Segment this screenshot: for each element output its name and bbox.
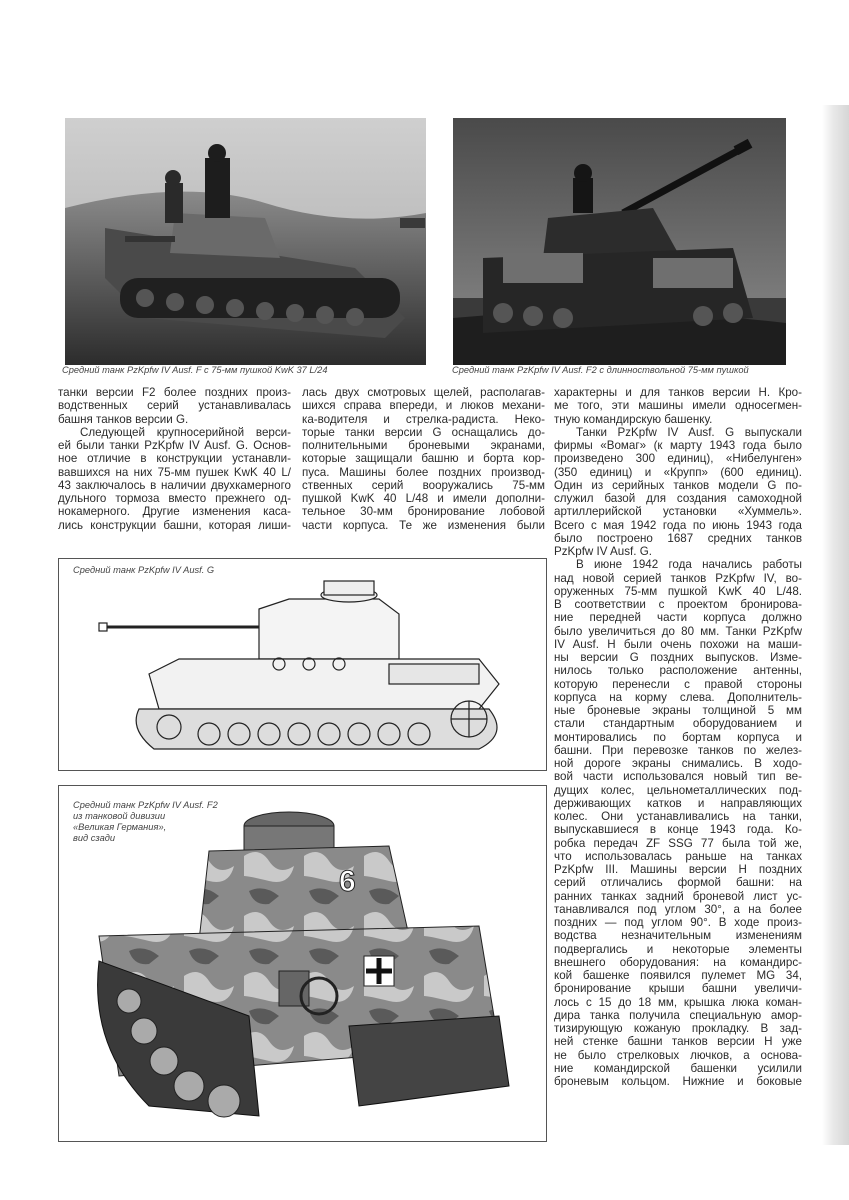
text-line: пуса. Машины более поздних производ- (302, 465, 545, 479)
text-line: ней стенке башни танков версии H уже (554, 1035, 802, 1049)
text-line: кой башенке появился пулемет MG 34, (554, 969, 802, 982)
caption-line: Средний танк PzKpfw IV Ausf. F2 (73, 800, 218, 810)
text-line: над новой серией танков PzKpfw IV, во- (554, 571, 802, 585)
text-line: дира танка получила специальную амор- (554, 1008, 802, 1022)
text-line: ние передней части корпуса должно (554, 611, 802, 625)
text-line: было увеличиться до 80 мм. Танки PzKpfw (554, 624, 802, 638)
text-line: водственных серий устанавливалась (58, 399, 291, 413)
paragraph (554, 558, 802, 1088)
text-line: ей были танки PzKpfw IV Ausf. G. Основ- (58, 439, 291, 452)
photo-pzkpfw-iv-ausf-f (65, 118, 426, 365)
text-line: дущих колес, цельнометаллических под- (554, 783, 802, 797)
text-line: не было стрелковых лючков, а основа- (554, 1048, 802, 1062)
text-line: ны версии G поздних выпусков. Изме- (554, 651, 802, 664)
tank-rear-view-drawing (59, 786, 546, 1141)
text-line: подвергались и некоторые элементы (554, 942, 802, 956)
text-line: что использовалась раньше на танках (554, 849, 802, 863)
text-line: ме того, эти машины имели односегмен- (554, 399, 802, 413)
text-line: IV Ausf. H были очень похожи на маши- (554, 637, 802, 651)
photo-caption: Средний танк PzKpfw IV Ausf. F2 с длинноствольной 75-мм пушкой (452, 365, 749, 375)
paragraph (302, 386, 545, 532)
scan-edge-shadow (822, 105, 849, 1145)
text-line: вой части использовался новый тип ве- (554, 770, 802, 784)
text-column-2 (302, 386, 545, 532)
text-line: ственных серий вооружались 75-мм (302, 478, 545, 492)
text-line: характерны и для танков версии H. Кро- (554, 386, 802, 399)
text-line: монтировались по бортам корпуса и (554, 730, 802, 744)
figure-rear-view-ausf-f2 (58, 785, 547, 1142)
text-line: фирмы «Вомаг» (к марту 1943 года было (554, 439, 802, 452)
text-line: танавливался под углом 30°, а на более (554, 902, 802, 916)
text-line: лись конструкции башни, которая лиши- (58, 518, 291, 532)
text-line: PzKpfw III. Машины версии H поздних (554, 863, 802, 876)
text-line: PzKpfw IV Ausf. G. (554, 545, 652, 558)
text-line: Один из серийных танков модели G по- (554, 478, 802, 492)
text-line: лась двух смотровых щелей, располагав- (302, 386, 545, 399)
text-line: пушкой KwK 40 L/48 и имели дополни- (302, 492, 545, 505)
text-line: башня танков версии G. (58, 412, 189, 426)
text-line: ние командирской башенки усилили (554, 1061, 802, 1075)
text-line: артиллерийской установки «Хуммель». (554, 505, 802, 519)
paragraph (554, 386, 802, 426)
figure-caption: Средний танк PzKpfw IV Ausf. G (73, 565, 215, 575)
text-line: В июне 1942 года начались работы (576, 558, 802, 572)
caption-line: «Великая Германия», (73, 822, 167, 832)
tank-side-view-drawing (59, 559, 546, 770)
text-line: серий отличались формой башни: на (554, 876, 802, 890)
text-line: тную командирскую башенку. (554, 412, 713, 426)
photo-caption: Средний танк PzKpfw IV Ausf. F с 75-мм пушкой KwK 37 L/24 (62, 365, 328, 375)
text-line: 43 заключалось в наличии двухкамерного (58, 478, 291, 492)
tank-photo-image (65, 118, 426, 365)
text-line: торые танки версии G оснащались до- (302, 425, 545, 439)
text-line: башни. При перевозке танков по желез- (554, 743, 802, 757)
caption-line: из танковой дивизии (73, 811, 166, 821)
text-line: выпускавшиеся в конце 1943 года. Ко- (554, 823, 802, 837)
caption-line: вид сзади (73, 833, 116, 843)
text-line: стали стандартным оборудованием и (554, 717, 802, 731)
paragraph (58, 386, 291, 426)
text-line: нокамерного. Другие изменения каса- (58, 505, 291, 519)
text-line: лось с 15 до 18 мм, крышка люка коман- (554, 995, 802, 1009)
text-line: тельное 30-мм бронирование лобовой (302, 505, 545, 519)
text-line: корпуса на корму слева. Дополнитель- (554, 690, 802, 704)
text-line: вавшихся на них 75-мм пушек KwK 40 L/ (58, 465, 291, 479)
text-line: ка-водителя и стрелка-радиста. Неко- (302, 412, 545, 426)
photo-pzkpfw-iv-ausf-f2 (453, 118, 786, 365)
text-line: шихся справа впереди, и люков механи- (302, 399, 545, 413)
text-line: Следующей крупносерийной верси- (80, 425, 291, 439)
text-line: которую перенесли с правой стороны (554, 677, 802, 691)
text-line: ранних танках задний броневой лист ус- (554, 889, 802, 903)
text-column-1 (58, 386, 291, 532)
text-line: служил базой для создания самоходной (554, 492, 802, 505)
text-line: водства незначительным изменениям (554, 929, 802, 943)
text-line: тизирующую кожаную прокладку. В зад- (554, 1022, 802, 1035)
text-line: поздних — под углом 90°. В ходе произ- (554, 916, 802, 929)
text-line: было построено 1687 средних танков (554, 531, 802, 545)
text-line: части корпуса. Те же изменения были (302, 518, 545, 532)
text-line: Всего с мая 1942 года по июнь 1943 года (554, 518, 802, 532)
text-column-3 (554, 386, 802, 1088)
text-line: нилось только расположение антенны, (554, 664, 802, 678)
text-line: бронирование крыши башни увеличи- (554, 982, 802, 996)
text-line: Танки PzKpfw IV Ausf. G выпускали (576, 425, 802, 439)
text-line: которые защищали башню и борта кор- (302, 452, 545, 466)
text-line: внешнего оборудования: на командирс- (554, 955, 802, 969)
paragraph (58, 426, 291, 532)
text-line: оруженных 75-мм пушкой KwK 40 L/48. (554, 584, 802, 598)
text-line: произведено 300 единиц), «Нибелунген» (554, 452, 802, 466)
text-line: танки версии F2 более поздних произ- (58, 386, 291, 399)
turret-number-marking: 6 (339, 865, 356, 898)
text-line: колес. Они устанавливались на танки, (554, 810, 802, 823)
text-line: полнительными броневыми экранами, (302, 439, 545, 452)
text-line: ной дороге экраны снимались. В ходо- (554, 757, 802, 770)
paragraph (554, 426, 802, 559)
text-line: ные броневые экраны толщиной 5 мм (554, 704, 802, 717)
text-line: робка передач ZF SSG 77 была той же, (554, 836, 802, 850)
text-line: броневым кольцом. Нижние и боковые (554, 1075, 802, 1088)
text-line: (350 единиц) и «Крупп» (600 единиц). (554, 465, 802, 479)
tank-photo-image (453, 118, 786, 365)
figure-side-view-ausf-g (58, 558, 547, 771)
text-line: держивающих катков и направляющих (554, 796, 802, 810)
text-line: ное отличие в конструкции устанавли- (58, 452, 291, 466)
text-line: В соответствии с проектом бронирова- (554, 598, 802, 611)
text-line: дульного тормоза вместо прежнего од- (58, 492, 291, 505)
